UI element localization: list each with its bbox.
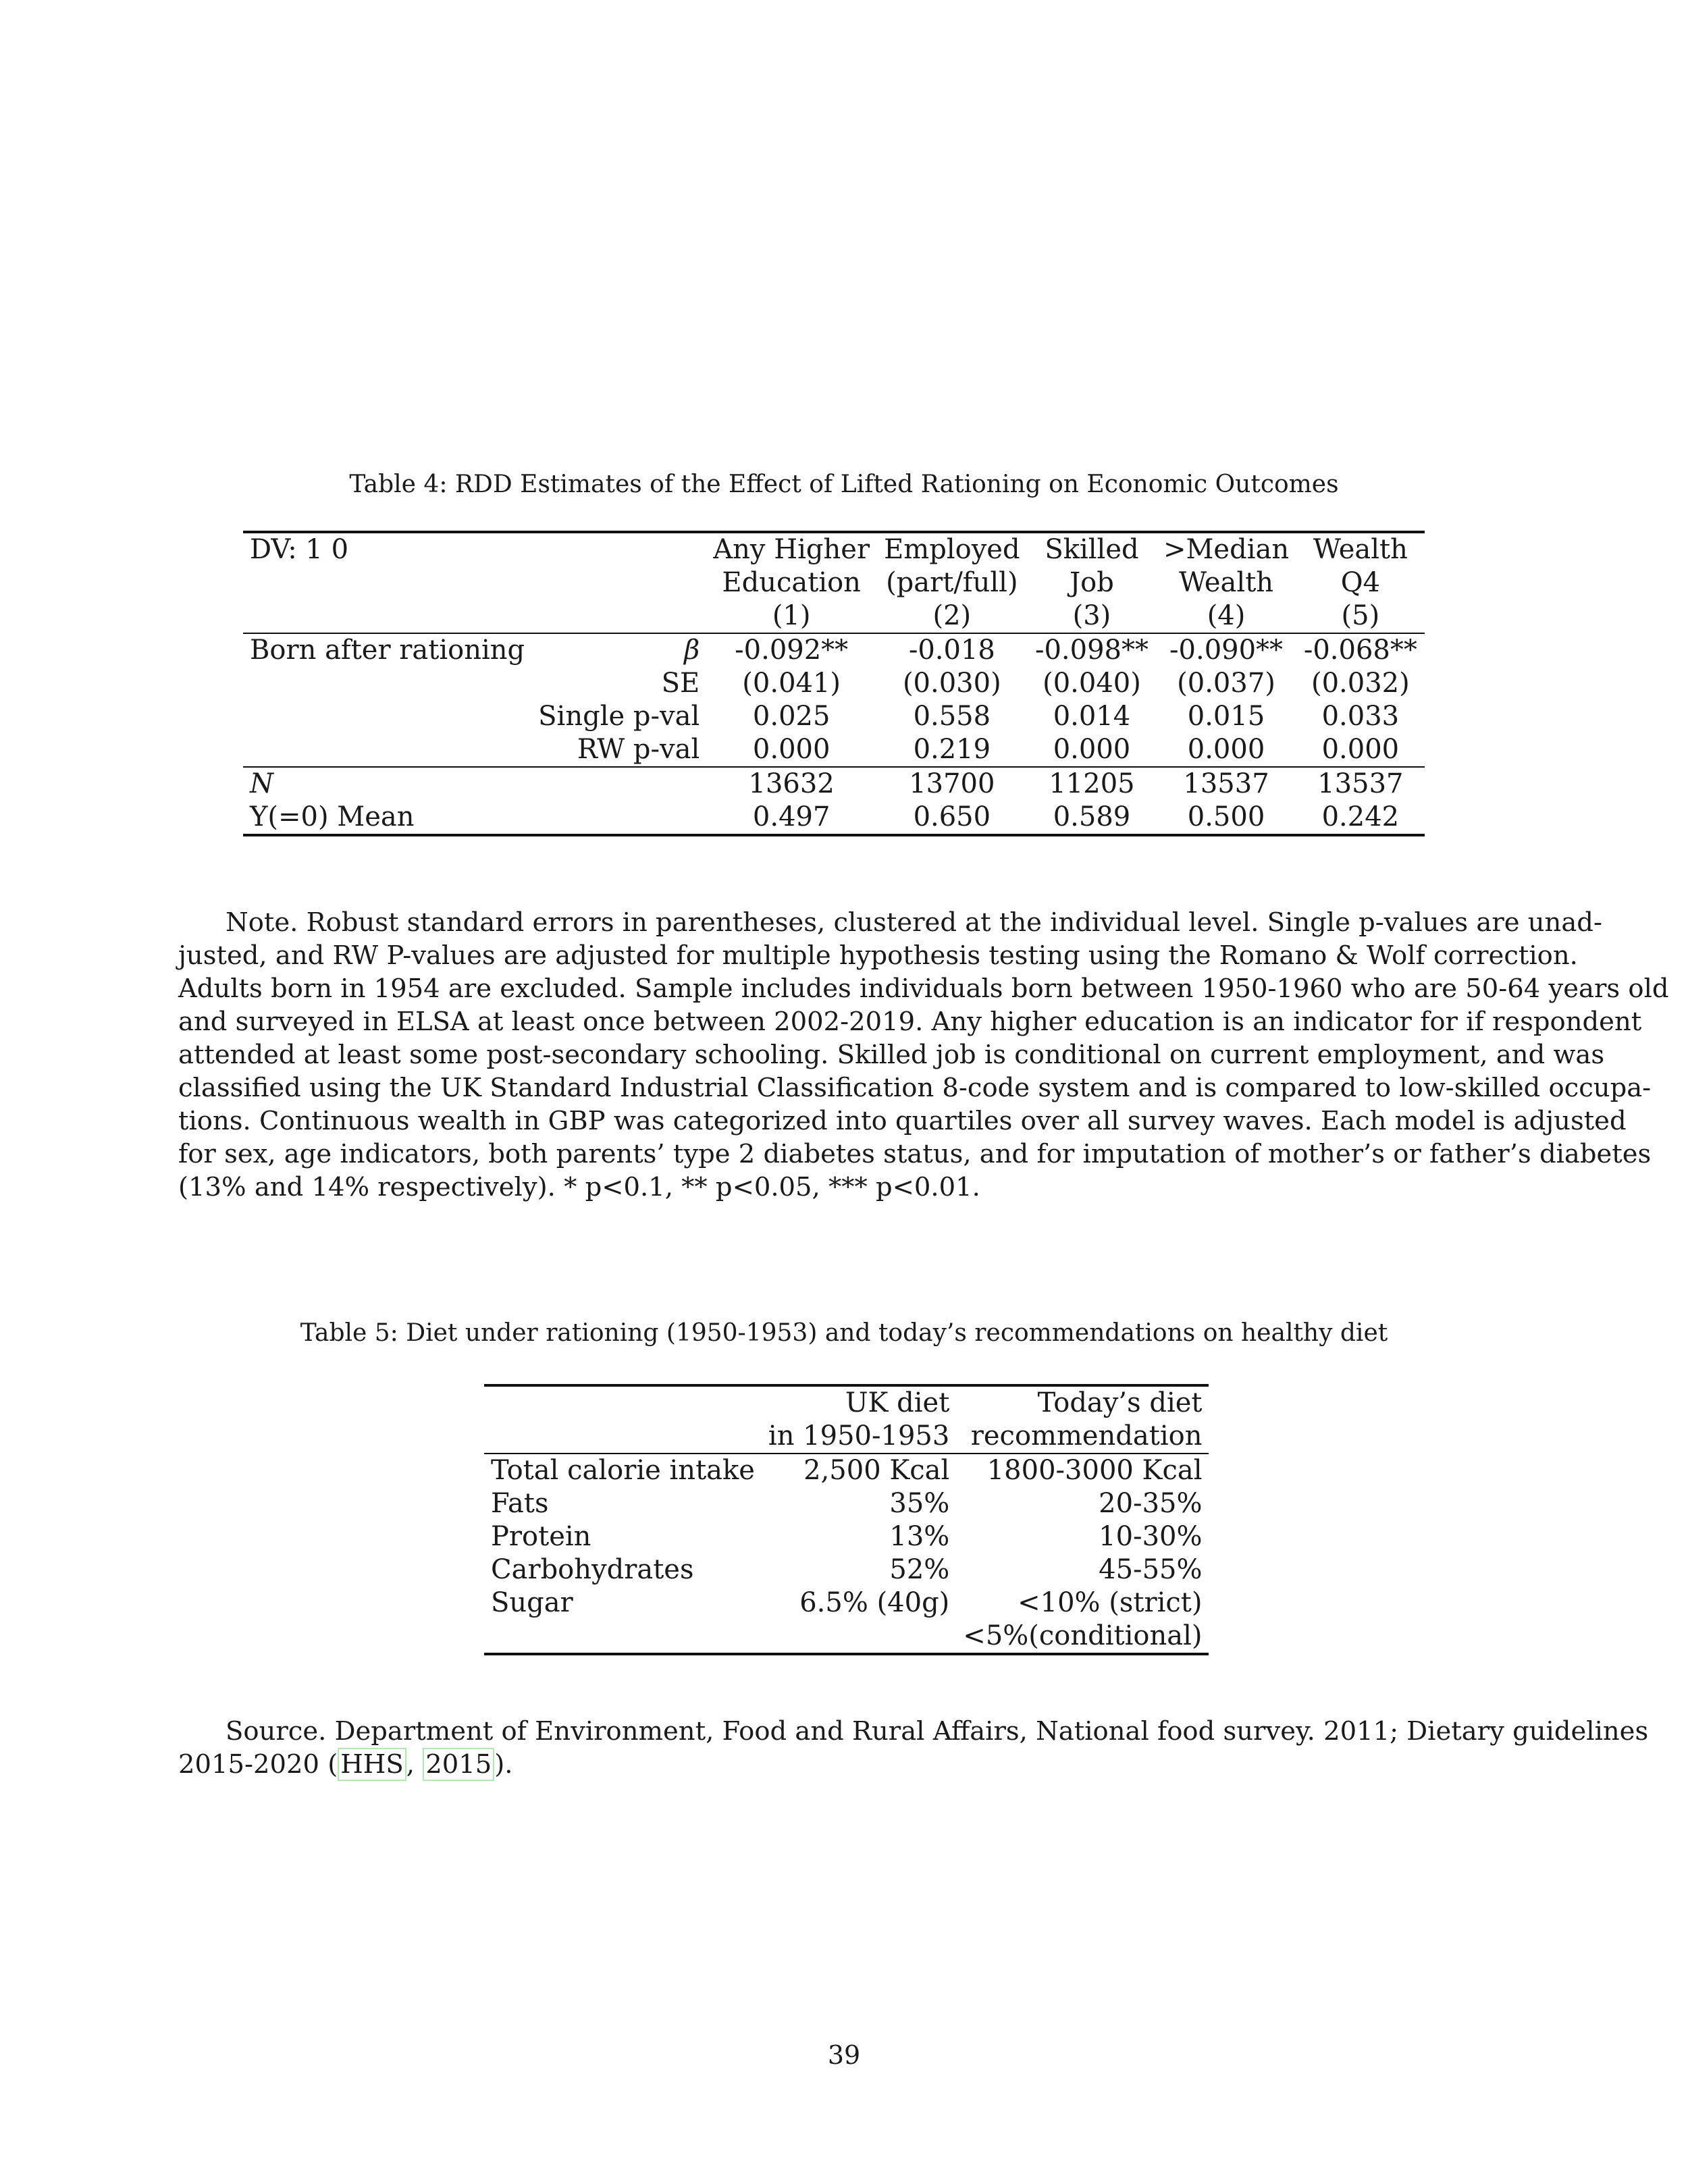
col-header: (part/full): [886, 567, 1018, 598]
dv-label: DV: 1 0: [250, 534, 349, 565]
stat-label: Single p-val: [538, 701, 700, 732]
table-cell: (0.037): [1177, 668, 1275, 699]
table-row: [243, 700, 1425, 733]
table-cell: -0.090**: [1169, 635, 1284, 666]
row-label: Carbohydrates: [491, 1554, 694, 1585]
table-row: [243, 633, 1425, 667]
table-cell: 45-55%: [1099, 1554, 1203, 1585]
table-cell: -0.068**: [1303, 635, 1417, 666]
table-cell: 0.000: [752, 734, 830, 765]
col-number: (4): [1207, 600, 1246, 631]
table5: [484, 1384, 1209, 1655]
table4-caption: Table 4: RDD Estimates of the Effect of Lifted Rationing on Economic Outcomes: [349, 471, 1339, 498]
table-row: [484, 1587, 1209, 1620]
citation-link-year[interactable]: 2015: [423, 1748, 494, 1781]
table-cell: 0.014: [1053, 701, 1131, 732]
row-label: Fats: [491, 1488, 549, 1519]
summary-label: N: [250, 768, 273, 799]
table4-header-row1: [243, 532, 1425, 566]
table-cell: 1800-3000 Kcal: [986, 1455, 1203, 1486]
col-header: Any Higher: [713, 534, 870, 565]
note-line: classified using the UK Standard Industrial Classification 8-code system and is compared to low-skilled occupa-: [178, 1073, 1652, 1103]
row-label: Total calorie intake: [491, 1455, 755, 1486]
table-cell: 13537: [1183, 768, 1269, 799]
table5-source: [178, 1715, 1649, 1781]
table-cell: 0.000: [1187, 734, 1265, 765]
table-cell: 6.5% (40g): [799, 1587, 950, 1618]
table-cell: 0.500: [1187, 801, 1265, 832]
table-cell: 13632: [748, 768, 835, 799]
table-cell: 0.000: [1053, 734, 1131, 765]
col-number: (2): [932, 600, 972, 631]
table-row: [484, 1620, 1209, 1654]
table-cell: (0.032): [1311, 668, 1410, 699]
table-cell: 35%: [889, 1488, 950, 1519]
note-line: Note. Robust standard errors in parentheses, clustered at the individual level. Single p-values are unad-: [226, 907, 1602, 938]
col-header: >Median: [1163, 534, 1290, 565]
table-cell: <5%(conditional): [963, 1620, 1203, 1651]
table4-note: [178, 906, 1669, 1204]
note-line: (13% and 14% respectively). * p<0.1, ** p<0.05, *** p<0.01.: [178, 1172, 980, 1202]
table-cell: 20-35%: [1099, 1488, 1203, 1519]
table5-caption: Table 5: Diet under rationing (1950-1953) and today’s recommendations on healthy diet: [300, 1319, 1388, 1347]
col-header: Q4: [1340, 567, 1380, 598]
col-number: (1): [772, 600, 811, 631]
col-header: Wealth: [1313, 534, 1408, 565]
col-header: in 1950-1953: [768, 1420, 950, 1451]
table5-header-row2: [484, 1420, 1209, 1454]
table-cell: (0.030): [902, 668, 1001, 699]
note-line: attended at least some post-secondary schooling. Skilled job is conditional on current employment, and was: [178, 1040, 1605, 1070]
table-cell: [762, 1620, 956, 1654]
table-cell: 0.650: [913, 801, 991, 832]
table-cell: 0.589: [1053, 801, 1131, 832]
col-header: Wealth: [1179, 567, 1274, 598]
col-header: recommendation: [970, 1420, 1203, 1451]
col-header: Today’s diet: [1037, 1387, 1203, 1418]
note-line: for sex, age indicators, both parents’ type 2 diabetes status, and for imputation of mother’s or father’s diabetes: [178, 1139, 1652, 1169]
table-row: [243, 667, 1425, 700]
col-number: (3): [1072, 600, 1111, 631]
table-row: [484, 1454, 1209, 1487]
table-cell: 13%: [889, 1521, 950, 1552]
table-cell: 0.015: [1187, 701, 1265, 732]
col-header: Employed: [884, 534, 1020, 565]
source-line: [178, 1748, 1514, 1781]
table4: [243, 531, 1425, 836]
summary-label: Y(=0) Mean: [250, 801, 415, 832]
table-row: [243, 801, 1425, 835]
row-label: Protein: [491, 1521, 591, 1552]
note-line: justed, and RW P-values are adjusted for multiple hypothesis testing using the Romano & Wolf correction.: [178, 940, 1578, 971]
table-cell: 0.000: [1321, 734, 1400, 765]
col-header: Job: [1070, 567, 1114, 598]
page-number: 39: [827, 2040, 861, 2070]
col-header: Skilled: [1045, 534, 1139, 565]
table-row: [243, 767, 1425, 801]
source-text: 2015-2020 (: [178, 1749, 338, 1780]
table-row: [484, 1520, 1209, 1553]
table-cell: -0.092**: [735, 635, 849, 666]
table-cell: 13537: [1317, 768, 1404, 799]
table-row: [484, 1553, 1209, 1587]
table-cell: 52%: [889, 1554, 950, 1585]
row-group-label: Born after rationing: [250, 635, 525, 666]
table-cell: 11205: [1049, 768, 1135, 799]
table-cell: <10% (strict): [1018, 1587, 1203, 1618]
table-cell: (0.041): [742, 668, 841, 699]
table-cell: 13700: [909, 768, 995, 799]
row-label: Sugar: [491, 1587, 573, 1618]
row-label: [484, 1620, 762, 1654]
source-text: ).: [494, 1749, 513, 1780]
stat-label: SE: [661, 668, 700, 699]
table-cell: 0.242: [1321, 801, 1400, 832]
table-cell: -0.098**: [1034, 635, 1149, 666]
note-line: and surveyed in ELSA at least once between 2002-2019. Any higher education is an indicator for if respondent: [178, 1007, 1642, 1037]
table-cell: (0.040): [1043, 668, 1141, 699]
table-row: [484, 1487, 1209, 1520]
table-cell: -0.018: [908, 635, 995, 666]
source-line: Source. Department of Environment, Food and Rural Affairs, National food survey. 2011; Dietary guidelines: [226, 1716, 1649, 1747]
col-header: UK diet: [845, 1387, 950, 1418]
note-line: Adults born in 1954 are excluded. Sample includes individuals born between 1950-1960 who are 50-64 years old: [178, 974, 1669, 1004]
col-number: (5): [1341, 600, 1380, 631]
note-line: tions. Continuous wealth in GBP was categorized into quartiles over all survey waves. Each model is adjusted: [178, 1106, 1627, 1136]
table4-header-row3: [243, 600, 1425, 633]
stat-label: RW p-val: [577, 734, 700, 765]
table-cell: 0.497: [752, 801, 830, 832]
table-cell: 10-30%: [1099, 1521, 1203, 1552]
stat-label: β: [684, 635, 700, 666]
citation-link-author[interactable]: HHS: [338, 1748, 406, 1781]
citation-separator: ,: [406, 1749, 423, 1780]
table5-header-row1: [484, 1385, 1209, 1420]
table-cell: 0.033: [1321, 701, 1400, 732]
table-cell: 0.219: [913, 734, 991, 765]
table-cell: 0.025: [752, 701, 830, 732]
table-cell: 0.558: [913, 701, 991, 732]
col-header: Education: [722, 567, 861, 598]
table4-header-row2: [243, 566, 1425, 600]
table-cell: 2,500 Kcal: [803, 1455, 950, 1486]
table-row: [243, 733, 1425, 767]
